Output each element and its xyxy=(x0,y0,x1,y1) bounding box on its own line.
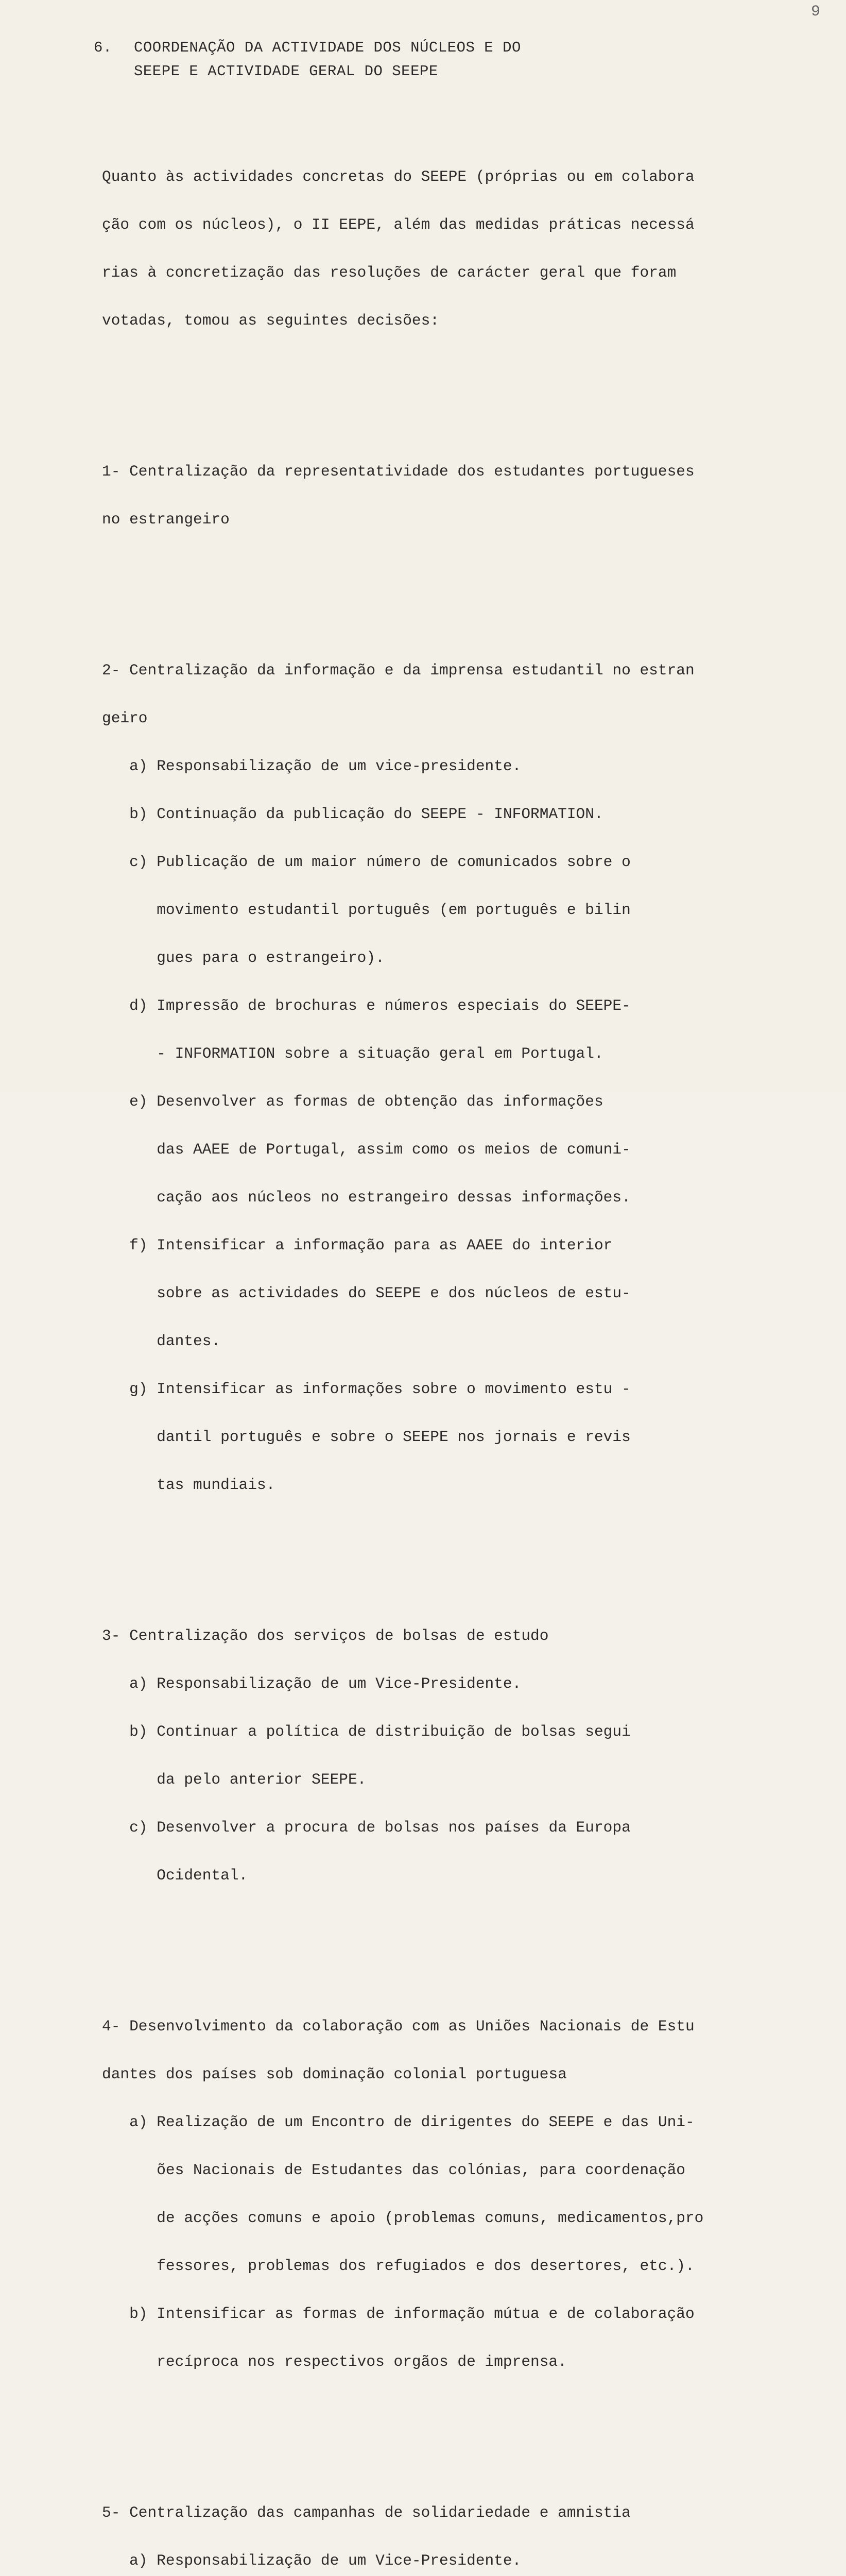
text-line: ões Nacionais de Estudantes das colónias, para coordenação xyxy=(102,2161,685,2179)
item-4 xyxy=(102,1987,792,2402)
text-line: c) Desenvolver a procura de bolsas nos países da Europa xyxy=(102,1819,631,1836)
text-line: 5- Centralização das campanhas de solidariedade e amnistia xyxy=(102,2504,631,2521)
text-line: Ocidental. xyxy=(102,1867,248,1884)
text-line: das AAEE de Portugal, assim como os meios de comuni- xyxy=(102,1141,631,1158)
text-line: tas mundiais. xyxy=(102,1476,275,1494)
text-line: no estrangeiro xyxy=(102,511,230,528)
text-line: g) Intensificar as informações sobre o movimento estu - xyxy=(102,1380,631,1398)
text-line: dantes dos países sob dominação colonial portuguesa xyxy=(102,2065,567,2083)
text-line: d) Impressão de brochuras e números especiais do SEEPE- xyxy=(102,997,631,1014)
text-line: b) Continuação da publicação do SEEPE - INFORMATION. xyxy=(102,805,603,823)
section-title xyxy=(94,36,521,83)
item-3 xyxy=(102,1596,792,1916)
text-line: dantil português e sobre o SEEPE nos jornais e revis xyxy=(102,1428,631,1446)
text-line: recíproca nos respectivos orgãos de imprensa. xyxy=(102,2353,567,2370)
text-line: a) Realização de um Encontro de dirigentes do SEEPE e das Uni- xyxy=(102,2113,695,2131)
text-line: 3- Centralização dos serviços de bolsas de estudo xyxy=(102,1627,549,1645)
text-line: 4- Desenvolvimento da colaboração com as Uniões Nacionais de Estu xyxy=(102,2018,695,2035)
text-line: a) Responsabilização de um Vice-Presidente. xyxy=(102,1675,522,1692)
text-line: - INFORMATION sobre a situação geral em Portugal. xyxy=(102,1045,603,1062)
text-line: movimento estudantil português (em português e bilin xyxy=(102,901,631,919)
section-title-line-1: COORDENAÇÃO DA ACTIVIDADE DOS NÚCLEOS E DO xyxy=(134,39,521,56)
item-5 xyxy=(102,2473,792,2576)
text-line: dantes. xyxy=(102,1332,221,1350)
text-line: Quanto às actividades concretas do SEEPE (próprias ou em colabora xyxy=(102,168,695,185)
text-line: e) Desenvolver as formas de obtenção das informações xyxy=(102,1093,603,1110)
text-line: geiro xyxy=(102,709,148,727)
text-line: f) Intensificar a informação para as AAEE do interior xyxy=(102,1236,613,1254)
text-line: 2- Centralização da informação e da imprensa estudantil no estran xyxy=(102,662,695,679)
section-number: 6. xyxy=(94,39,112,56)
text-line: a) Responsabilização de um Vice-Presidente. xyxy=(102,2552,522,2569)
text-line: ção com os núcleos), o II EEPE, além das medidas práticas necessá xyxy=(102,216,695,233)
text-line: fessores, problemas dos refugiados e dos desertores, etc.). xyxy=(102,2257,695,2275)
text-line: b) Continuar a política de distribuição de bolsas segui xyxy=(102,1723,631,1740)
text-line: c) Publicação de um maior número de comunicados sobre o xyxy=(102,853,631,871)
document-body xyxy=(102,105,792,2576)
item-1 xyxy=(102,432,792,560)
text-line: sobre as actividades do SEEPE e dos núcleos de estu- xyxy=(102,1284,631,1302)
text-line: a) Responsabilização de um vice-presidente. xyxy=(102,757,522,775)
text-line: de acções comuns e apoio (problemas comuns, medicamentos,pro xyxy=(102,2209,704,2227)
text-line: rias à concretização das resoluções de carácter geral que foram xyxy=(102,264,685,281)
text-line: cação aos núcleos no estrangeiro dessas informações. xyxy=(102,1189,631,1206)
page-number: 9 xyxy=(810,3,820,21)
text-line: da pelo anterior SEEPE. xyxy=(102,1771,367,1788)
intro-paragraph xyxy=(102,137,792,361)
text-line: b) Intensificar as formas de informação mútua e de colaboração xyxy=(102,2305,695,2323)
text-line: gues para o estrangeiro). xyxy=(102,949,385,967)
item-2 xyxy=(102,631,792,1525)
text-line: votadas, tomou as seguintes decisões: xyxy=(102,312,440,329)
text-line: 1- Centralização da representatividade dos estudantes portugueses xyxy=(102,463,695,480)
section-title-line-2: SEEPE E ACTIVIDADE GERAL DO SEEPE xyxy=(134,63,438,80)
